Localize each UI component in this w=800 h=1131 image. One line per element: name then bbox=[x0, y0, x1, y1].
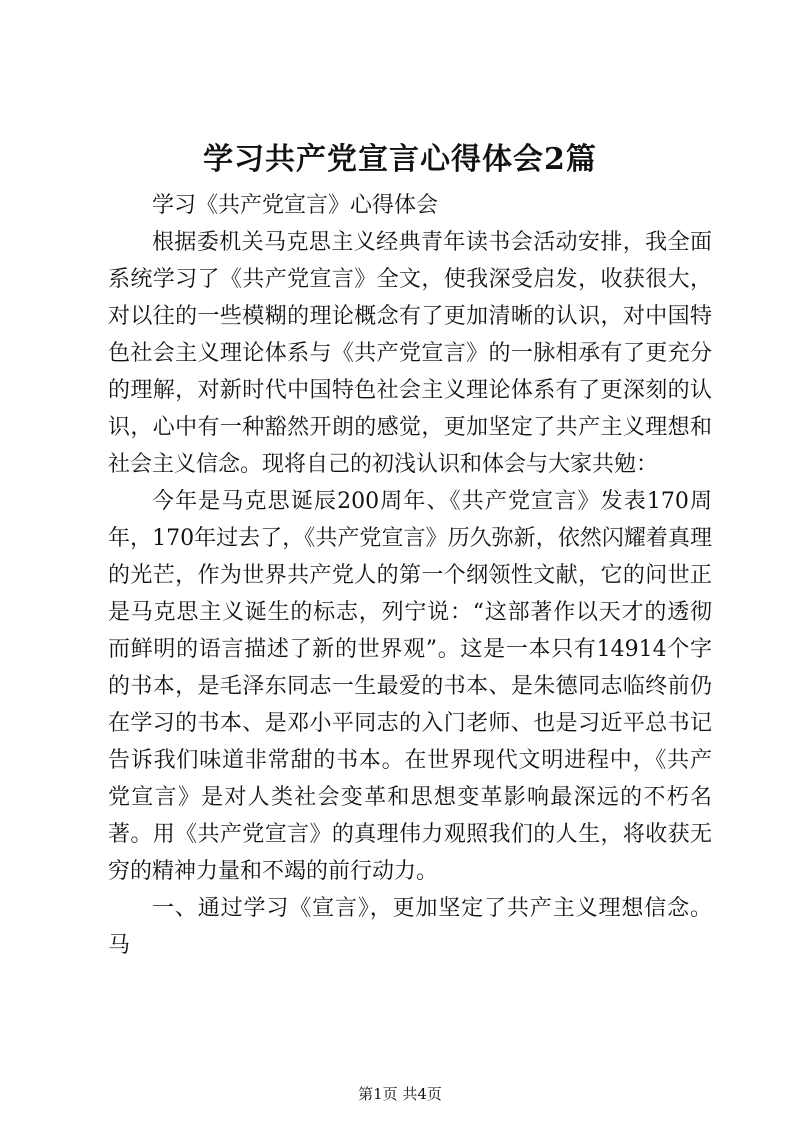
paragraph-section-one: 一、通过学习《宣言》，更加坚定了共产主义理想信念。马 bbox=[108, 896, 712, 958]
paragraph-anniversary: 今年是马克思诞辰200周年、《共产党宣言》发表170周年，170年过去了，《共产党宣言》历久弥新，依然闪耀着真理的光芒，作为世界共产党人的第一个纲领性文献，它的问世正是马克思主义诞生的标志，列宁说：“这部著作以天才的透彻而鲜明的语言描述了新的世界观”。这是一本只有14914个字的书本，是毛泽东同志一生最爱的书本、是朱德同志临终前仍在学习的书本、是邓小平同志的入门老师、也是习近平总书记告诉我们味道非常甜的书本。在世界现代文明进程中，《共产党宣言》是对人类社会变革和思想变革影响最深远的不朽名著。用《共产党宣言》的真理伟力观照我们的人生，将收获无穷的精神力量和不竭的前行动力。 bbox=[108, 489, 712, 884]
document-title: 学习共产党宣言心得体会2篇 bbox=[203, 142, 597, 177]
paragraph-intro: 根据委机关马克思主义经典青年读书会活动安排，我全面系统学习了《共产党宣言》全文，使我深受启发，收获很大，对以往的一些模糊的理论概念有了更加清晰的认识，对中国特色社会主义理论体系与《共产党宣言》的一脉相承有了更充分的理解，对新时代中国特色社会主义理论体系有了更深刻的认识，心中有一种豁然开朗的感觉，更加坚定了共产主义理想和社会主义信念。现将自己的初浅认识和体会与大家共勉： bbox=[108, 230, 712, 477]
page-footer: 第1页 共4页 bbox=[358, 1085, 442, 1103]
subtitle: 学习《共产党宣言》心得体会 bbox=[152, 193, 439, 218]
document-body bbox=[108, 187, 712, 964]
